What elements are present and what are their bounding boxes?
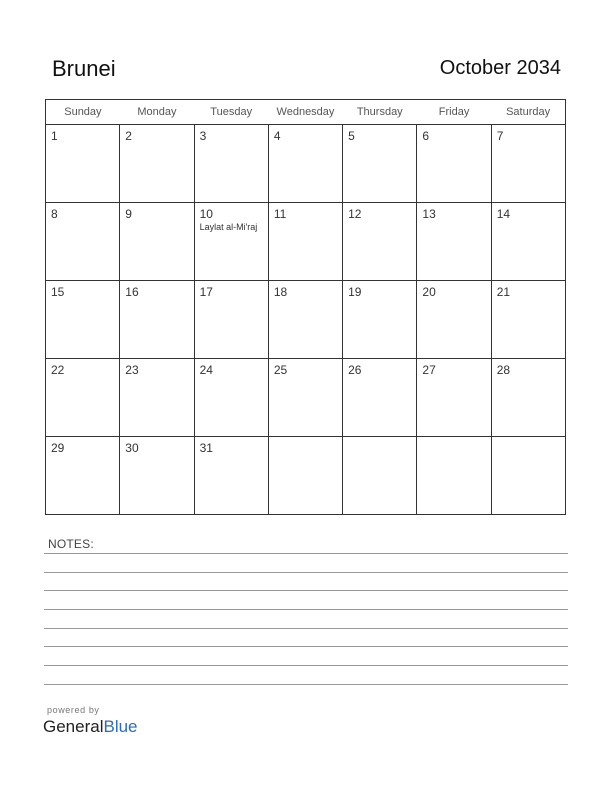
calendar-day-cell	[46, 437, 120, 515]
day-number: 27	[422, 363, 436, 377]
weekday-header-sunday: Sunday	[46, 100, 120, 125]
day-number: 8	[51, 207, 58, 221]
notes-line	[44, 646, 568, 647]
day-number: 12	[348, 207, 362, 221]
calendar-day-cell	[268, 359, 342, 437]
notes-line	[44, 684, 568, 685]
day-number: 30	[125, 441, 139, 455]
day-number: 25	[273, 363, 288, 377]
weekday-header-row	[46, 100, 566, 125]
day-number: 4	[273, 129, 281, 143]
calendar-week-row	[46, 203, 566, 281]
weekday-header-tuesday: Tuesday	[194, 100, 268, 125]
calendar-day-cell	[417, 281, 491, 359]
calendar-month-title: October 2034	[439, 57, 561, 79]
calendar-day-cell	[268, 125, 342, 203]
weekday-header-friday: Friday	[417, 100, 491, 125]
calendar-day-cell	[194, 359, 268, 437]
notes-line	[44, 553, 568, 554]
day-number: 6	[422, 129, 430, 143]
day-number: 11	[273, 207, 287, 221]
notes-label: NOTES:	[48, 537, 94, 551]
calendar-day-cell	[491, 203, 565, 281]
calendar-day-cell	[194, 281, 268, 359]
day-number: 2	[125, 129, 132, 143]
day-number: 13	[422, 207, 436, 221]
calendar-day-cell	[491, 359, 565, 437]
month-calendar-grid	[45, 99, 566, 515]
generalblue-logo	[43, 717, 138, 737]
powered-by-text: powered by	[47, 705, 100, 715]
calendar-day-cell	[417, 203, 491, 281]
calendar-day-cell	[46, 281, 120, 359]
calendar-day-cell	[268, 437, 342, 515]
day-number: 21	[496, 285, 511, 299]
day-number: 28	[496, 363, 511, 377]
calendar-day-cell	[343, 437, 417, 515]
calendar-day-cell	[120, 281, 194, 359]
day-number: 29	[51, 441, 65, 455]
day-number: 31	[199, 441, 213, 455]
calendar-day-cell	[194, 125, 268, 203]
calendar-day-cell	[120, 437, 194, 515]
calendar-day-cell	[46, 125, 120, 203]
logo-blue-text: Blue	[103, 717, 138, 736]
day-number: 9	[125, 207, 132, 221]
notes-line	[44, 590, 568, 591]
calendar-day-cell	[268, 281, 342, 359]
calendar-day-cell	[46, 203, 120, 281]
day-number: 7	[496, 129, 504, 143]
day-number: 24	[199, 363, 213, 377]
logo-general-text: General	[43, 717, 104, 736]
calendar-day-cell	[417, 125, 491, 203]
calendar-day-cell	[194, 203, 268, 281]
day-number: 3	[199, 129, 207, 143]
notes-line	[44, 572, 568, 573]
notes-line	[44, 609, 568, 610]
calendar-body	[46, 125, 566, 515]
calendar-week-row	[46, 359, 566, 437]
calendar-day-cell	[417, 437, 491, 515]
day-number: 10	[199, 207, 213, 221]
day-number: 20	[422, 285, 436, 299]
day-number: 22	[51, 363, 65, 377]
weekday-header-saturday: Saturday	[491, 100, 565, 125]
calendar-day-cell	[120, 125, 194, 203]
weekday-header-monday: Monday	[120, 100, 194, 125]
holiday-label: Laylat al-Mi'raj	[199, 222, 258, 232]
day-number: 16	[125, 285, 139, 299]
calendar-day-cell	[343, 359, 417, 437]
weekday-header-thursday: Thursday	[343, 100, 417, 125]
day-number: 26	[348, 363, 362, 377]
calendar-day-cell	[417, 359, 491, 437]
day-number: 15	[51, 285, 65, 299]
calendar-day-cell	[194, 437, 268, 515]
weekday-header-wednesday: Wednesday	[268, 100, 342, 125]
day-number: 18	[273, 285, 288, 299]
calendar-week-row	[46, 125, 566, 203]
calendar-day-cell	[491, 437, 565, 515]
calendar-week-row	[46, 437, 566, 515]
day-number: 14	[496, 207, 511, 221]
day-number: 1	[51, 129, 58, 143]
day-number: 17	[199, 285, 213, 299]
calendar-week-row	[46, 281, 566, 359]
calendar-day-cell	[120, 203, 194, 281]
day-number: 5	[348, 129, 355, 143]
calendar-country-title: Brunei	[52, 56, 116, 81]
notes-line	[44, 665, 568, 666]
notes-line	[44, 628, 568, 629]
calendar-day-cell	[491, 125, 565, 203]
calendar-day-cell	[46, 359, 120, 437]
calendar-day-cell	[343, 203, 417, 281]
day-number: 19	[348, 285, 362, 299]
calendar-day-cell	[268, 203, 342, 281]
calendar-day-cell	[120, 359, 194, 437]
calendar-day-cell	[491, 281, 565, 359]
calendar-day-cell	[343, 125, 417, 203]
day-number: 23	[125, 363, 139, 377]
calendar-day-cell	[343, 281, 417, 359]
